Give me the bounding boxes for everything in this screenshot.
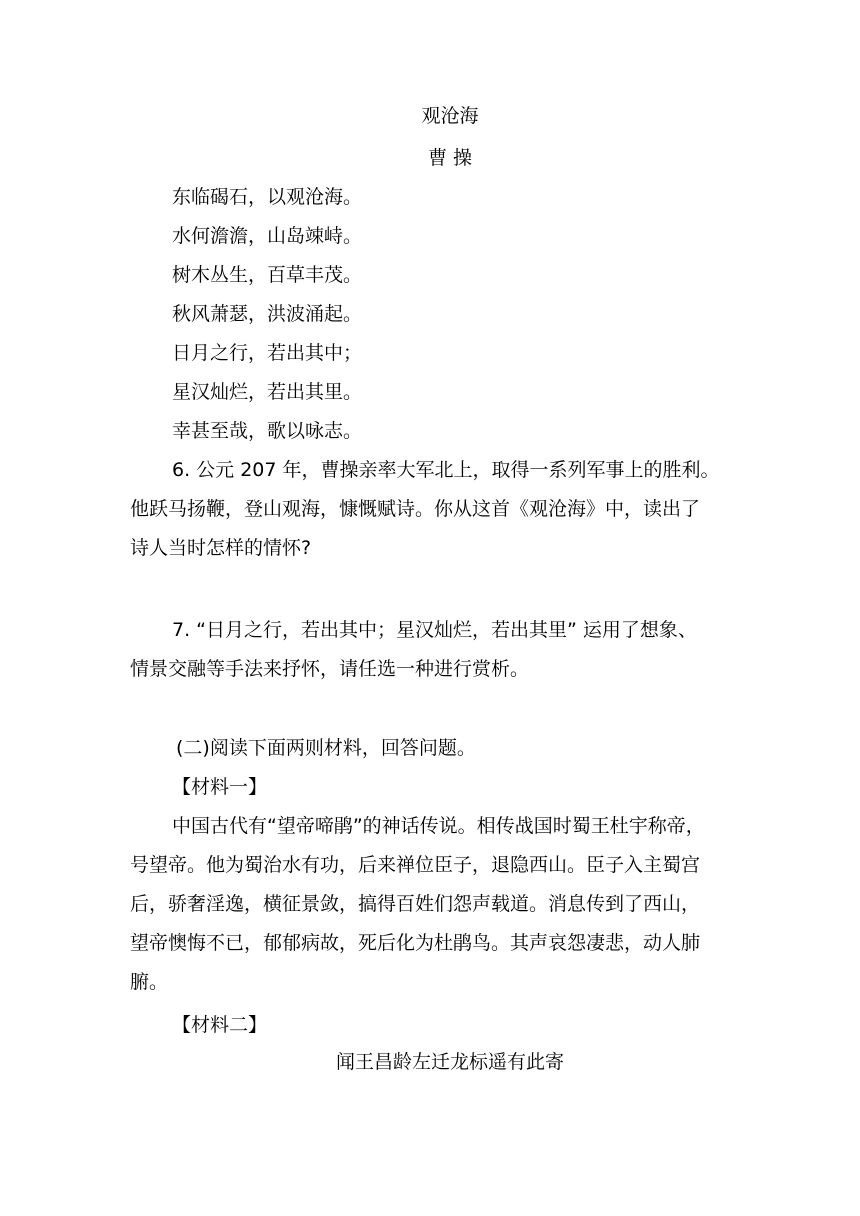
material-2-label: 【材料二】: [172, 1014, 268, 1036]
poem-line: 树木丛生，百草丰茂。: [172, 264, 363, 286]
material-1-line: 号望帝。他为蜀治水有功，后来禅位臣子，退隐西山。臣子入主蜀宫: [130, 854, 701, 876]
question-line: 情景交融等手法来抒怀，请任选一种进行赏析。: [130, 658, 530, 680]
material-1-line: 望帝懊悔不已，郁郁病故，死后化为杜鹃鸟。其声哀怨凄悲，动人肺: [130, 932, 701, 954]
material-1-line: 腑。: [130, 971, 169, 993]
poem-line: 秋风萧瑟，洪波涌起。: [172, 303, 363, 325]
poem-line: 星汉灿烂，若出其里。: [172, 381, 363, 403]
material-1-label: 【材料一】: [172, 776, 268, 798]
material-1-line: 中国古代有“望帝啼鹃”的神话传说。相传战国时蜀王杜宇称帝，: [172, 815, 705, 837]
material-2-title: 闻王昌龄左迁龙标遥有此寄: [335, 1051, 564, 1073]
question-line: 7. “日月之行，若出其中；星汉灿烂，若出其里” 运用了想象、: [172, 619, 697, 641]
question-line: 他跃马扬鞭，登山观海，慷慨赋诗。你从这首《观沧海》中，读出了: [130, 498, 701, 520]
poem-line: 日月之行，若出其中；: [172, 342, 363, 364]
poem-line: 东临碣石，以观沧海。: [172, 186, 363, 208]
poem-line: 水何澹澹，山岛竦峙。: [172, 225, 363, 247]
question-line: 6. 公元 207 年，曹操亲率大军北上，取得一系列军事上的胜利。: [172, 459, 720, 481]
material-1-line: 后，骄奢淫逸，横征景敛，搞得百姓们怨声载道。消息传到了西山，: [130, 893, 701, 915]
question-line: 诗人当时怎样的情怀?: [130, 537, 312, 559]
poem-line: 幸甚至哉，歌以咏志。: [172, 420, 363, 442]
poem-title: 观沧海: [421, 105, 479, 127]
poem-author: 曹 操: [427, 147, 473, 169]
section-heading: (二)阅读下面两则材料，回答问题。: [176, 737, 476, 759]
